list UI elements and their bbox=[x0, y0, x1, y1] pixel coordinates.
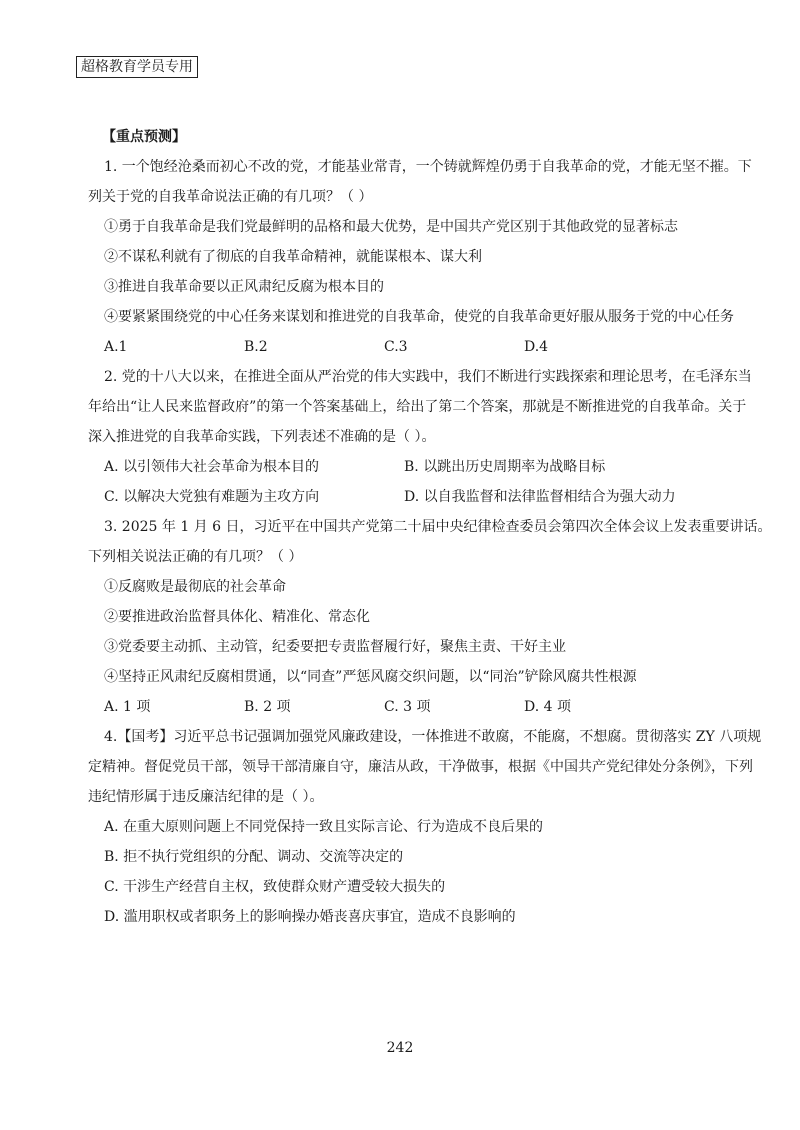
question-3-item: ④坚持正风肃纪反腐相贯通，以“同查”严惩风腐交织问题，以“同治”铲除风腐共性根源 bbox=[104, 669, 637, 685]
option-c: C.3 bbox=[384, 339, 408, 355]
question-2-stem-line-2: 年给出“让人民来监督政府”的第一个答案基础上，给出了第二个答案，那就是不断推进党的自我革命。关于 bbox=[88, 399, 747, 415]
option-b: B. 拒不执行党组织的分配、调动、交流等决定的 bbox=[104, 849, 404, 865]
section-heading: 【重点预测】 bbox=[102, 129, 186, 145]
option-a: A. 1 项 bbox=[104, 699, 151, 715]
option-d: D. 以自我监督和法律监督相结合为强大动力 bbox=[404, 489, 676, 505]
option-d: D. 4 项 bbox=[524, 699, 571, 715]
page-number: 242 bbox=[386, 1040, 414, 1056]
question-1-item: ④要紧紧围绕党的中心任务来谋划和推进党的自我革命，使党的自我革命更好服从服务于党的中心任务 bbox=[104, 309, 734, 325]
option-c: C. 干涉生产经营自主权，致使群众财产遭受较大损失的 bbox=[104, 879, 446, 895]
question-3-stem-line-2: 下列相关说法正确的有几项？（ ） bbox=[88, 549, 303, 565]
question-2 bbox=[88, 362, 752, 512]
student-use-stamp: 超格教育学员专用 bbox=[76, 56, 198, 78]
question-3-options bbox=[104, 692, 728, 722]
option-b: B. 以跳出历史周期率为战略目标 bbox=[404, 459, 606, 475]
option-a: A.1 bbox=[104, 339, 128, 355]
option-a: A. 以引领伟大社会革命为根本目的 bbox=[104, 459, 320, 475]
question-1-item: ①勇于自我革命是我们党最鲜明的品格和最大优势，是中国共产党区别于其他政党的显著标志 bbox=[104, 219, 678, 235]
question-2-options-row-2 bbox=[104, 482, 728, 512]
question-1-item: ③推进自我革命要以正风肃纪反腐为根本目的 bbox=[104, 279, 384, 295]
option-c: C. 3 项 bbox=[384, 699, 431, 715]
question-4-stem-line-2: 定精神。督促党员干部，领导干部清廉自守，廉洁从政，干净做事，根据《中国共产党纪律处分条例》，下列 bbox=[88, 759, 753, 775]
question-4 bbox=[88, 722, 762, 932]
question-1-options bbox=[104, 332, 728, 362]
question-2-stem-line-1: 2. 党的十八大以来，在推进全面从严治党的伟大实践中，我们不断进行实践探索和理论思考，在毛泽东当 bbox=[104, 369, 752, 385]
question-3-item: ②要推进政治监督具体化、精准化、常态化 bbox=[104, 609, 370, 625]
question-2-options-row-1 bbox=[104, 452, 728, 482]
question-1-stem-line-1: 1. 一个饱经沧桑而初心不改的党，才能基业常青，一个铸就辉煌仍勇于自我革命的党，才能无坚不摧。下 bbox=[104, 159, 752, 175]
option-c: C. 以解决大党独有难题为主攻方向 bbox=[104, 489, 320, 505]
question-3-item: ③党委要主动抓、主动管，纪委要把专责监督履行好，聚焦主责、干好主业 bbox=[104, 639, 566, 655]
question-4-stem-line-1: 4.【国考】习近平总书记强调加强党风廉政建设，一体推进不敢腐，不能腐，不想腐。贯彻落实 ZY 八项规 bbox=[104, 729, 762, 745]
option-d: D.4 bbox=[524, 339, 549, 355]
question-3-stem-line-1: 3. 2025 年 1 月 6 日，习近平在中国共产党第二十届中央纪律检查委员会第四次全体会议上发表重要讲话。 bbox=[104, 519, 772, 535]
option-a: A. 在重大原则问题上不同党保持一致且实际言论、行为造成不良后果的 bbox=[104, 819, 544, 835]
question-1 bbox=[88, 152, 752, 362]
option-b: B. 2 项 bbox=[244, 699, 291, 715]
question-1-item: ②不谋私利就有了彻底的自我革命精神，就能谋根本、谋大利 bbox=[104, 249, 482, 265]
option-d: D. 滥用职权或者职务上的影响操办婚丧喜庆事宜，造成不良影响的 bbox=[104, 909, 516, 925]
option-b: B.2 bbox=[244, 339, 268, 355]
question-2-stem-line-3: 深入推进党的自我革命实践，下列表述不准确的是（ ）。 bbox=[88, 429, 436, 445]
question-1-stem-line-2: 列关于党的自我革命说法正确的有几项？（ ） bbox=[88, 189, 373, 205]
question-3-item: ①反腐败是最彻底的社会革命 bbox=[104, 579, 286, 595]
question-3 bbox=[88, 512, 772, 722]
question-4-stem-line-3: 违纪情形属于违反廉洁纪律的是（ ）。 bbox=[88, 789, 324, 805]
page-content bbox=[88, 122, 772, 932]
